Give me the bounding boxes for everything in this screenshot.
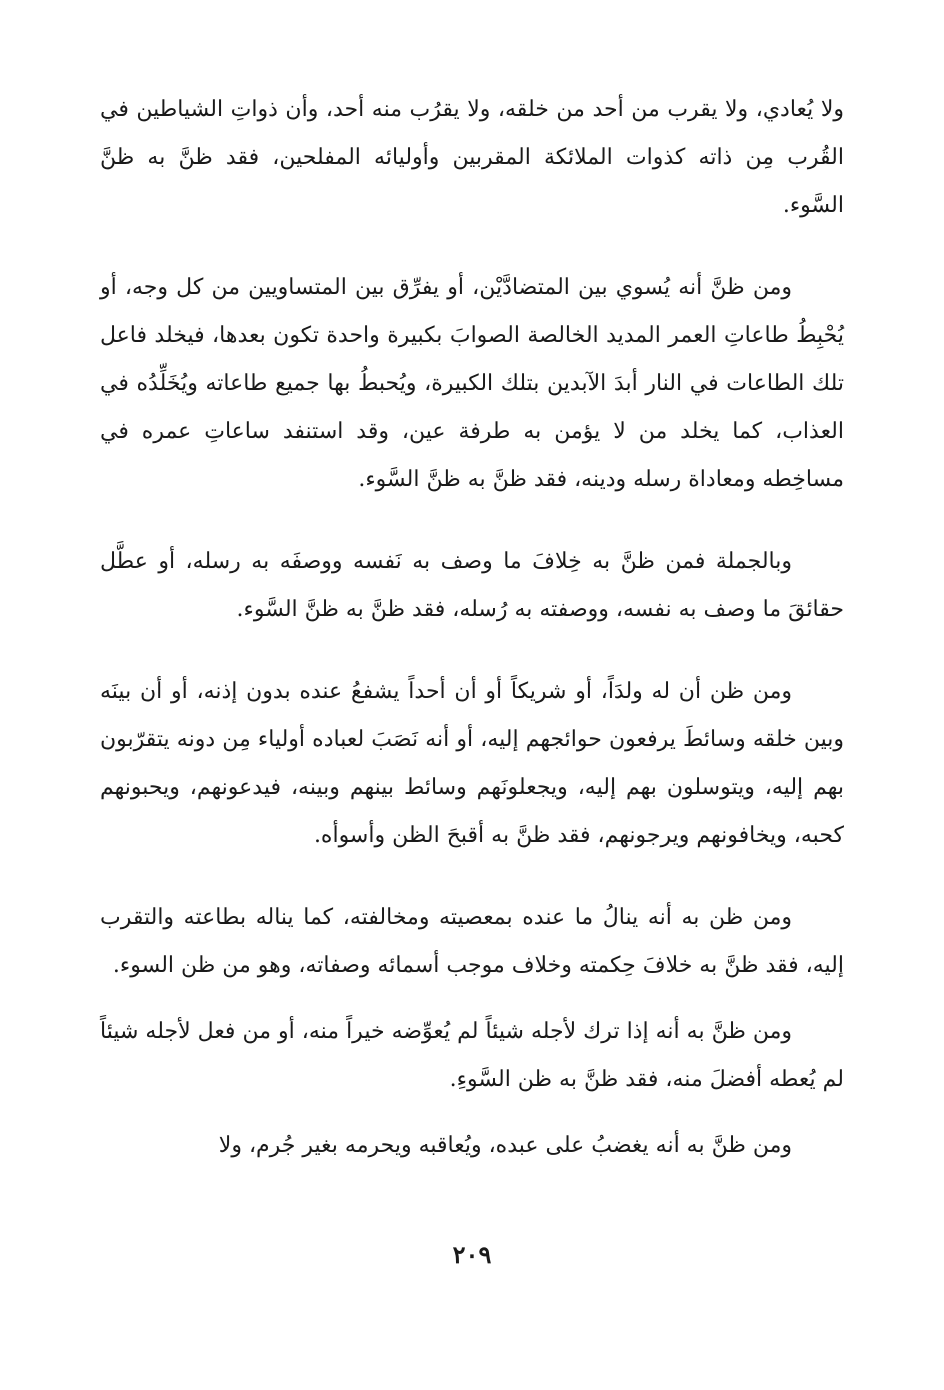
paragraph-5: ومن ظن به أنه ينالُ ما عنده بمعصيته ومخالفته، كما يناله بطاعته والتقرب إليه، فقد ظنَّ به خلافَ حِكمته وخلاف موجب أسمائه وصفاته، وهو من ظن السوء. (100, 905, 844, 978)
paragraph-6: ومن ظنَّ به أنه إذا ترك لأجله شيئاً لم يُعوِّضه خيراً منه، أو من فعل لأجله شيئاً لم يُعطه أفضلَ منه، فقد ظنَّ به ظن السَّوءِ. (100, 1019, 844, 1092)
page-number: ٢٠٩ (452, 1240, 492, 1269)
paragraph-1: ولا يُعادي، ولا يقرب من أحد من خلقه، ولا يقرُب منه أحد، وأن ذواتِ الشياطين في القُرب مِن ذاته كذوات الملائكة المقربين وأوليائه المفلحين، فقد ظنَّ به ظنَّ السَّوء. (100, 97, 844, 218)
paragraph-7: ومن ظنَّ به أنه يغضبُ على عبده، ويُعاقبه ويحرمه بغير جُرم، ولا (218, 1133, 792, 1158)
paragraph-4: ومن ظن أن له ولدَاً، أو شريكاً أو أن أحداً يشفعُ عنده بدون إذنه، أو أن بينَه وبين خلقه وسائطَ يرفعون حوائجهم إليه، أو أنه نَصَبَ لعباده أولياء مِن دونه يتقرّبون بهم إليه، ويتوسلون بهم إليه، ويجعلونَهم وسائط بينهم وبينه، فيدعونهم، ويحبونهم كحبه، ويخافونهم ويرجونهم، فقد ظنَّ به أقبحَ الظن وأسوأه. (100, 679, 844, 848)
paragraph-2: ومن ظنَّ أنه يُسوي بين المتضادَّيْن، أو يفرِّق بين المتساويين من كل وجه، أو يُحْبِطُ طاعاتِ العمر المديد الخالصة الصوابَ بكبيرة واحدة تكون بعدها، فيخلد فاعل تلك الطاعات في النار أبدَ الآبدين بتلك الكبيرة، ويُحبطُ بها جميع طاعاته ويُخَلِّدُه في العذاب، كما يخلد من لا يؤمن به طرفة عين، وقد استنفد ساعاتِ عمره في مساخِطه ومعاداة رسله ودينه، فقد ظنَّ به ظنَّ السَّوء. (100, 275, 844, 492)
page-body (100, 86, 844, 1170)
paragraph-3: وبالجملة فمن ظنَّ به خِلافَ ما وصف به نَفسه ووصفَه به رسله، أو عطَّل حقائقَ ما وصف به نفسه، ووصفته به رُسله، فقد ظنَّ به ظنَّ السَّوء. (100, 549, 844, 622)
